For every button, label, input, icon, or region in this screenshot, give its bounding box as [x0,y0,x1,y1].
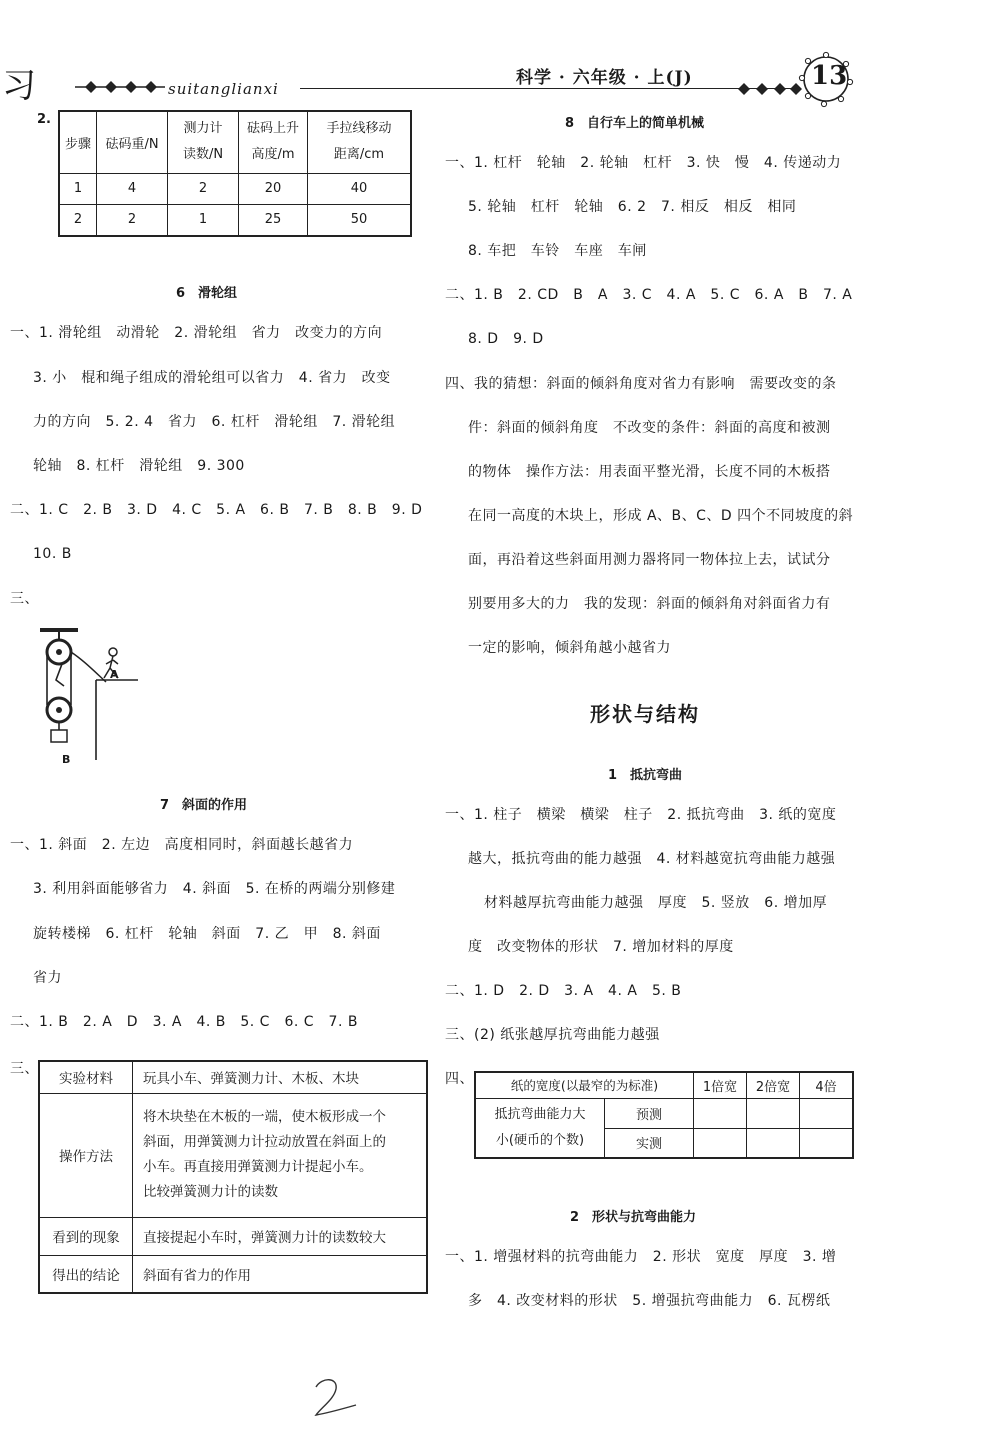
answer-line: 度 改变物体的形状 7. 增加材料的厚度 [468,939,734,955]
table-cell: 2 [97,204,168,236]
table-cell [800,1128,854,1158]
answer-line: 3. 小 棍和绳子组成的滑轮组可以省力 4. 省力 改变 [33,370,391,386]
unit-title: 形状与结构 [590,702,700,726]
table-cell: 将木块垫在木板的一端，使木板形成一个 斜面，用弹簧测力计拉动放置在斜面上的 小车。再直接用弹簧测力计提起小车。 比较弹簧测力计的读数 [133,1093,428,1217]
table-header-cell: 手拉线移动 距离/cm [308,111,412,173]
table-cell: 25 [239,204,308,236]
answer-line: 省力 [33,970,62,986]
table-row [59,204,411,236]
pulley-system-diagram [38,620,138,770]
answer-line: 二、1. D 2. D 3. A 4. A 5. B [445,983,682,999]
table-cell: 预测 [605,1098,694,1128]
table-row [39,1217,427,1255]
header-diamond-ornament-right-icon [732,78,802,100]
answer-line: 一、1. 斜面 2. 左边 高度相同时，斜面越长越省力 [10,837,354,853]
table-label-cell: 得出的结论 [39,1255,133,1293]
answer-line: 一、1. 滑轮组 动滑轮 2. 滑轮组 省力 改变力的方向 [10,325,383,341]
table-header-cell: 砝码重/N [97,111,168,173]
answer-line: 多 4. 改变材料的形状 5. 增强抗弯曲能力 6. 瓦楞纸 [468,1293,831,1309]
table-row [39,1093,427,1217]
header-left-fragment: 习 [2,66,36,106]
table-cell: 1 [59,173,97,204]
table-row [475,1098,853,1128]
unit-section-2-title: 2 形状与抗弯曲能力 [570,1210,697,1225]
table-cell [747,1128,800,1158]
table-header-cell: 2倍宽 [747,1072,800,1098]
answer-line: 旋转楼梯 6. 杠杆 轮轴 斜面 7. 乙 甲 8. 斜面 [33,926,381,942]
section-7-title: 7 斜面的作用 [160,798,248,813]
table-label-cell: 操作方法 [39,1093,133,1217]
table-header-cell: 1倍宽 [694,1072,747,1098]
answer-line: 力的方向 5. 2. 4 省力 6. 杠杆 滑轮组 7. 滑轮组 [33,414,396,430]
diagram-label-a: A [110,668,119,681]
page-number: 13 [811,61,848,91]
table-header-cell: 砝码上升 高度/m [239,111,308,173]
table-cell: 50 [308,204,412,236]
pulley-data-table [58,110,412,237]
answer-line: 在同一高度的木块上，形成 A、B、C、D 四个不同坡度的斜 [468,508,854,524]
answer-line: 三、 [10,591,39,607]
answer-line: 一、1. 杠杆 轮轴 2. 轮轴 杠杆 3. 快 慢 4. 传递动力 [445,155,842,171]
table-row [59,173,411,204]
table-cell: 直接提起小车时，弹簧测力计的读数较大 [133,1217,428,1255]
bending-strength-table [474,1071,854,1159]
header-subject: 科学 · 六年级 · 上(J) [510,63,699,88]
table-header-cell: 测力计 读数/N [168,111,239,173]
answer-line: 别要用多大的力 我的发现：斜面的倾斜角对斜面省力有 [468,596,831,612]
answer-line: 四、我的猜想：斜面的倾斜角度对省力有影响 需要改变的条 [445,376,837,392]
answer-line: 3. 利用斜面能够省力 4. 斜面 5. 在桥的两端分别修建 [33,881,396,897]
answer-line: 一、1. 柱子 横梁 横梁 柱子 2. 抵抗弯曲 3. 纸的宽度 [445,807,837,823]
table-row [475,1072,853,1098]
table-cell: 40 [308,173,412,204]
table-cell [694,1098,747,1128]
answer-line: 二、1. B 2. A D 3. A 4. B 5. C 6. C 7. B [10,1014,358,1030]
answer-line: 材料越厚抗弯曲能力越强 厚度 5. 竖放 6. 增加厚 [484,895,828,911]
table-label-cell: 抵抗弯曲能力大 小(硬币的个数) [475,1098,605,1158]
table-label-cell: 实验材料 [39,1061,133,1093]
table-cell: 玩具小车、弹簧测力计、木板、木块 [133,1061,428,1093]
table-cell: 实测 [605,1128,694,1158]
handwritten-page-number: 2 [0,1420,1,1421]
experiment-table [38,1060,428,1294]
table-header-cell: 纸的宽度(以最窄的为标准) [475,1072,694,1098]
table-cell: 20 [239,173,308,204]
answer-line: 件：斜面的倾斜角度 不改变的条件：斜面的高度和被测 [468,420,831,436]
answer-line: 的物体 操作方法：用表面平整光滑，长度不同的木板搭 [468,464,831,480]
answer-line: 二、1. C 2. B 3. D 4. C 5. A 6. B 7. B 8. B 9. D [10,502,423,518]
question-2-label: 2. [37,112,51,127]
question-3-label: 三、 [10,1061,39,1077]
table-cell [747,1098,800,1128]
table-cell: 斜面有省力的作用 [133,1255,428,1293]
table-cell [694,1128,747,1158]
answer-line: 面，再沿着这些斜面用测力器将同一物体拉上去，试试分 [468,552,831,568]
table-header-cell: 步骤 [59,111,97,173]
answer-line: 越大，抵抗弯曲的能力越强 4. 材料越宽抗弯曲能力越强 [468,851,836,867]
answer-line: 三、(2) 纸张越厚抗弯曲能力越强 [445,1027,660,1043]
question-4-label: 四、 [445,1071,474,1087]
answer-line: 一、1. 增强材料的抗弯曲能力 2. 形状 宽度 厚度 3. 增 [445,1249,837,1265]
section-8-title: 8 自行车上的简单机械 [565,116,705,131]
table-cell: 4 [97,173,168,204]
answer-line: 8. D 9. D [468,331,544,347]
header-pinyin: suitanglianxi [168,80,279,98]
handwritten-page-mark [310,1375,360,1420]
table-cell: 2 [59,204,97,236]
header-rule [300,88,795,89]
table-cell: 2 [168,173,239,204]
table-row [39,1255,427,1293]
diagram-label-b: B [62,753,71,766]
answer-line: 二、1. B 2. CD B A 3. C 4. A 5. C 6. A B 7. A [445,287,853,303]
answer-line: 一定的影响，倾斜角越小越省力 [468,640,671,656]
table-cell [800,1098,854,1128]
table-label-cell: 看到的现象 [39,1217,133,1255]
table-cell: 1 [168,204,239,236]
section-6-title: 6 滑轮组 [176,286,238,301]
answer-line: 10. B [33,546,72,562]
unit-section-1-title: 1 抵抗弯曲 [608,768,683,783]
table-header-cell: 4倍 [800,1072,854,1098]
answer-line: 8. 车把 车铃 车座 车闸 [468,243,647,259]
answer-line: 轮轴 8. 杠杆 滑轮组 9. 300 [33,458,245,474]
table-row [39,1061,427,1093]
answer-line: 5. 轮轴 杠杆 轮轴 6. 2 7. 相反 相反 相同 [468,199,797,215]
header-diamond-ornament-left-icon [75,76,165,98]
